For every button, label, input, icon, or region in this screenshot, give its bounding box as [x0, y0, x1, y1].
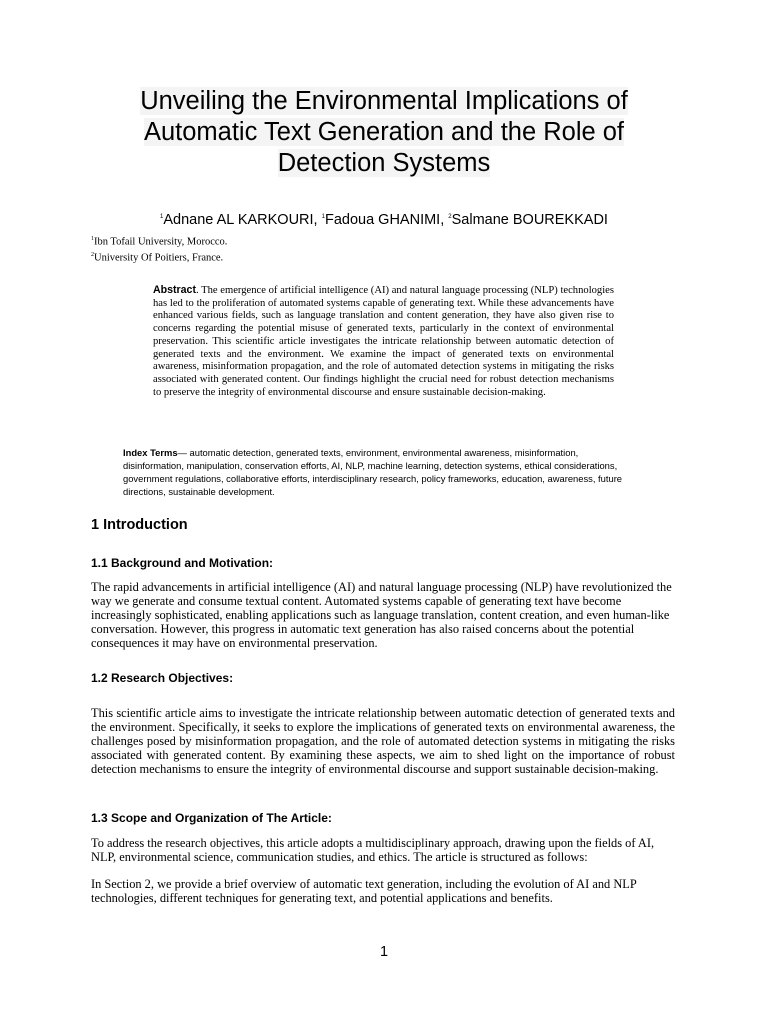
- index-terms: [123, 446, 633, 498]
- abstract-label: Abstract: [153, 284, 196, 296]
- paragraph-scope-1: To address the research objectives, this article adopts a multidisciplinary approach, drawing upon the fields of AI, NLP, environmental science, communication studies, and ethics. The article is structured as follows:: [91, 836, 655, 864]
- title-line-3: Detection Systems: [277, 149, 491, 177]
- paragraph-scope-2: In Section 2, we provide a brief overview of automatic text generation, including the evolution of AI and NLP technologies, different techniques for generating text, and potential applications and benefits.: [91, 877, 637, 905]
- affiliation-1: $^1$Ibn Tofail University, Morocco.: [91, 236, 228, 248]
- paper-title: [100, 86, 668, 179]
- subsection-heading-background: 1.1 Background and Motivation:: [91, 556, 274, 570]
- author-1: Adnane AL KARKOURI,: [163, 211, 318, 228]
- abstract: [153, 284, 614, 399]
- title-line-1: Unveiling the Environmental Implications of: [140, 87, 628, 115]
- author-list: [0, 208, 768, 229]
- author-1-affil-mark: 1: [160, 214, 164, 220]
- abstract-text: . The emergence of artificial intelligence (AI) and natural language processing (NLP) technologies has led to the proliferation of automated systems capable of generating text. While these advancements have enhanced various fields, such as language translation and content generation, they have also given rise to concerns regarding the potential misuse of generated texts, particularly in the context of environmental preservation. This scientific article investigates the intricate relationship between automatic detection of generated texts and the environment. We examine the impact of generated texts on environmental awareness, misinformation propagation, and the role of automated detection systems in mitigating the risks associated with generated content. Our findings highlight the crucial need for robust detection mechanisms to preserve the integrity of environmental discourse and ensure sustainable decision-making.: [153, 285, 614, 398]
- page-number: 1: [379, 944, 389, 960]
- paragraph-background: The rapid advancements in artificial intelligence (AI) and natural language processing (NLP) have revolutionized the way we generate and consume textual content. Automated systems capable of generating text have become increasingly sophisticated, enabling applications such as language translation, content creation, and even human-like conversation. However, this progress in automatic text generation has also raised concerns about the potential consequences it may have on environmental preservation.: [91, 580, 672, 650]
- title-line-2: Automatic Text Generation and the Role of: [143, 118, 625, 146]
- author-2-affil-mark: 1: [321, 214, 325, 220]
- paragraph-objectives: This scientific article aims to investigate the intricate relationship between automatic detection of generated texts and the environment. Specifically, it seeks to explore the implications of generated texts on environmental awareness, the challenges posed by misinformation propagation, and the role of automated detection systems in mitigating the risks associated with generated content. By examining these aspects, we aim to shed light on the importance of robust detection mechanisms to ensure the integrity of environmental discourse and support sustainable decision-making.: [91, 706, 675, 776]
- author-2: Fadoua GHANIMI,: [324, 211, 445, 228]
- index-terms-text: — automatic detection, generated texts, environment, environmental awareness, misinformation, disinformation, manipulation, conservation efforts, AI, NLP, machine learning, detection systems, ethical considerations, government regulations, collaborative efforts, interdisciplinary research, policy frameworks, education, awareness, future directions, sustainable development.: [123, 447, 623, 497]
- subsection-heading-objectives: 1.2 Research Objectives:: [91, 671, 234, 685]
- section-heading-introduction: 1 Introduction: [91, 517, 188, 533]
- subsection-heading-scope: 1.3 Scope and Organization of The Article:: [91, 811, 332, 825]
- index-terms-label: Index Terms: [123, 447, 178, 458]
- affiliation-2: $^2$University Of Poitiers, France.: [91, 251, 224, 263]
- author-3: Salmane BOUREKKADI: [451, 211, 608, 228]
- affiliations: [91, 233, 227, 264]
- author-3-affil-mark: 2: [448, 214, 452, 220]
